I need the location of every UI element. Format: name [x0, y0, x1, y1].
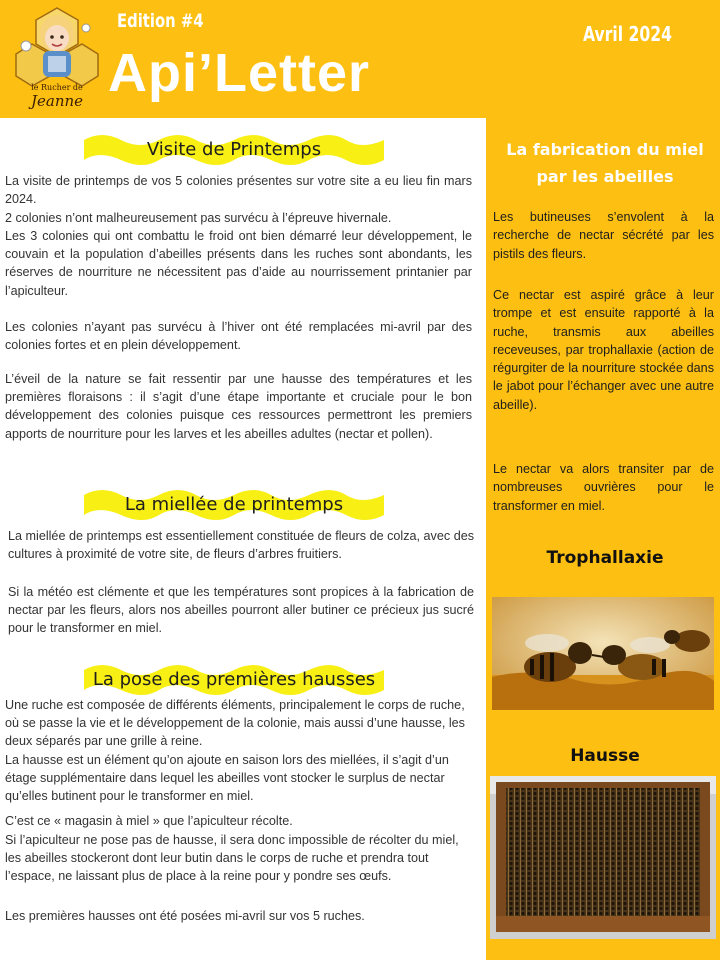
issue-date: Avril 2024 — [583, 22, 672, 46]
hive-super-image — [490, 776, 716, 939]
miellee-paragraph-1: La miellée de printemps est essentiellement constituée de fleurs de colza, avec des cultures à proximité de votre site, de fleurs d’arbres fruitiers. — [8, 529, 474, 562]
visite-paragraph-4: Les colonies n’ayant pas survécu à l’hiver ont été remplacées mi-avril par des colonies fortes et en plein développement. — [5, 320, 472, 353]
hausses-paragraph-2: La hausse est un élément qu’on ajoute en saison lors des miellées, il s’agit d’un étage supplémentaire dans lequel les abeilles vont stocker le surplus de nectar qu’elles butinent pour le transformer en miel. — [5, 753, 449, 804]
caption-trophallaxie: Trophallaxie — [546, 548, 664, 568]
header-banner — [0, 0, 720, 118]
section-title-text: Visite de Printemps — [146, 139, 322, 160]
logo-icon — [12, 4, 102, 112]
newsletter-title: Api’Letter — [108, 43, 371, 103]
sidebar-paragraph-1: Les butineuses s’envolent à la recherche de nectar sécrété par les pistils des fleurs. — [493, 210, 714, 261]
miellee-paragraph-2: Si la météo est clémente et que les températures sont propices à la fabrication de nectar par les fleurs, alors nos abeilles pourront aller butiner ce précieux jus sucré pour le transformer en miel. — [8, 585, 474, 636]
hausses-paragraph-4: Si l’apiculteur ne pose pas de hausse, il sera donc impossible de récolter du miel, les abeilles stockeront dont leur butin dans le corps de ruche et prendra tout l’espace, ne laissant plus de place à la reine pour y pondre ses œufs. — [5, 833, 459, 884]
section-title-visite — [84, 132, 384, 168]
section-title-miellee — [84, 487, 384, 523]
section-title-hausses — [84, 662, 384, 698]
caption-hausse: Hausse — [570, 746, 640, 766]
visite-paragraph-2: 2 colonies n’ont malheureusement pas survécu à l’épreuve hivernale. — [5, 211, 392, 225]
logo-text-top: le Rucher de — [31, 83, 83, 92]
visite-paragraph-5: L’éveil de la nature se fait ressentir par une hausse des températures et les premières floraisons : il s’agit d’une étape importante et cruciale pour le bon développement des colonies puisque ces ressources permettront les premiers apports de nourriture pour les larves et les abeilles adultes (nectar et pollen). — [5, 372, 472, 441]
visite-paragraph-3: Les 3 colonies qui ont combattu le froid ont bien démarré leur développement, le couvain et la population d’abeilles présents dans les ruches sont abondants, les réserves de nourriture ne nécessitent pas d’aide au nourrissement printanier par l’apiculteur. — [5, 229, 472, 298]
section-title-text: La miellée de printemps — [124, 494, 344, 515]
visite-paragraph-1: La visite de printemps de vos 5 colonies présentes sur votre site a eu lieu fin mars 2024. — [5, 174, 472, 207]
hausses-paragraph-3: C’est ce « magasin à miel » que l’apiculteur récolte. — [5, 814, 293, 828]
sidebar — [486, 118, 720, 960]
main-column — [0, 118, 478, 960]
bees-trophallaxie-image — [492, 597, 714, 710]
sidebar-paragraph-2: Ce nectar est aspiré grâce à leur trompe et est ensuite rapporté à la ruche, transmis aux abeilles receveuses, par trophallaxie (action de régurgiter de la nourriture stockée dans le jabot pour l’échanger avec une autre abeille). — [493, 288, 714, 412]
sidebar-title: La fabrication du miel par les abeilles — [506, 140, 704, 186]
logo-text-bottom: Jeanne — [30, 92, 84, 110]
sidebar-paragraph-3: Le nectar va alors transiter par de nombreuses ouvrières pour le transformer en miel. — [493, 462, 714, 513]
hausses-paragraph-1: Une ruche est composée de différents éléments, principalement le corps de ruche, où se passe la vie et le développement de la colonie, mais aussi d’une hausse, les deux séparés par une grille à reine. — [5, 698, 465, 749]
section-title-text: La pose des premières hausses — [92, 669, 376, 690]
hausses-paragraph-5: Les premières hausses ont été posées mi-avril sur vos 5 ruches. — [5, 909, 365, 923]
edition-label: Edition #4 — [117, 10, 204, 32]
